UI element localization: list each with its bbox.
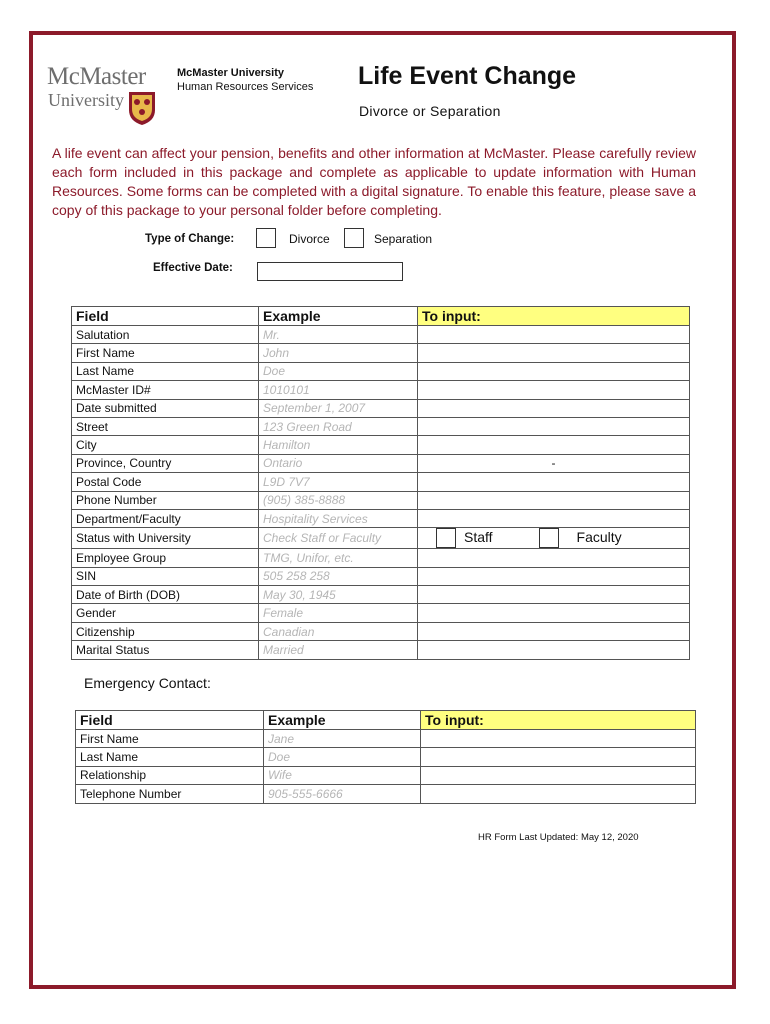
table-row bbox=[72, 622, 690, 640]
page-subtitle: Divorce or Separation bbox=[359, 103, 501, 119]
table-row bbox=[72, 567, 690, 585]
input-cell[interactable] bbox=[418, 473, 690, 491]
example-value: (905) 385-8888 bbox=[259, 491, 418, 509]
field-label: Citizenship bbox=[72, 622, 259, 640]
example-value: Hamilton bbox=[259, 436, 418, 454]
table-row bbox=[72, 399, 690, 417]
input-cell[interactable] bbox=[421, 785, 696, 803]
example-value: John bbox=[259, 344, 418, 362]
table-row bbox=[76, 730, 696, 748]
table-row bbox=[76, 748, 696, 766]
header-to-input: To input: bbox=[418, 307, 690, 326]
table-row bbox=[76, 785, 696, 803]
staff-option-label: Staff bbox=[464, 529, 493, 545]
input-cell[interactable] bbox=[418, 567, 690, 585]
table-row bbox=[72, 641, 690, 659]
input-cell[interactable] bbox=[418, 641, 690, 659]
logo-subtitle: University bbox=[48, 90, 124, 110]
input-cell[interactable] bbox=[421, 730, 696, 748]
field-label: Last Name bbox=[72, 362, 259, 380]
effective-date-label: Effective Date: bbox=[153, 262, 233, 274]
table-row bbox=[72, 509, 690, 527]
emergency-contact-table bbox=[75, 710, 696, 804]
example-value: Canadian bbox=[259, 622, 418, 640]
table-header-row bbox=[72, 307, 690, 326]
example-value: L9D 7V7 bbox=[259, 473, 418, 491]
input-cell[interactable] bbox=[418, 344, 690, 362]
input-cell[interactable] bbox=[421, 748, 696, 766]
header-field: Field bbox=[72, 307, 259, 326]
table-row bbox=[72, 528, 690, 549]
example-value: Married bbox=[259, 641, 418, 659]
field-label: Relationship bbox=[76, 766, 264, 784]
example-value: Mr. bbox=[259, 326, 418, 344]
separation-checkbox[interactable] bbox=[344, 228, 364, 248]
intro-paragraph: A life event can affect your pension, benefits and other information at McMaster. Please carefully review each form included in this package and complete as applicable to update information with Human Resources. Some forms can be completed with a digital signature. To enable this feature, please save a copy of this package to your personal folder before completing. bbox=[52, 145, 696, 218]
table-row bbox=[72, 344, 690, 362]
staff-checkbox[interactable] bbox=[436, 528, 456, 548]
table-row bbox=[72, 326, 690, 344]
input-cell[interactable] bbox=[418, 326, 690, 344]
field-label: Gender bbox=[72, 604, 259, 622]
input-cell[interactable] bbox=[418, 549, 690, 567]
table-row bbox=[72, 549, 690, 567]
field-label: Last Name bbox=[76, 748, 264, 766]
field-label: McMaster ID# bbox=[72, 381, 259, 399]
field-label: Street bbox=[72, 417, 259, 435]
field-label: Postal Code bbox=[72, 473, 259, 491]
divorce-option-label: Divorce bbox=[289, 232, 330, 246]
header-to-input: To input: bbox=[421, 711, 696, 730]
field-label: Status with University bbox=[72, 528, 259, 549]
field-label: Salutation bbox=[72, 326, 259, 344]
faculty-checkbox[interactable] bbox=[539, 528, 559, 548]
header-example: Example bbox=[259, 307, 418, 326]
table-row bbox=[76, 766, 696, 784]
field-label: Marital Status bbox=[72, 641, 259, 659]
table-row bbox=[72, 473, 690, 491]
header-example: Example bbox=[264, 711, 421, 730]
example-value: Female bbox=[259, 604, 418, 622]
input-cell[interactable]: - bbox=[418, 454, 690, 472]
field-label: Department/Faculty bbox=[72, 509, 259, 527]
example-value: Doe bbox=[259, 362, 418, 380]
example-value: Hospitality Services bbox=[259, 509, 418, 527]
type-of-change-label: Type of Change: bbox=[145, 233, 235, 245]
table-header-row bbox=[76, 711, 696, 730]
example-value: May 30, 1945 bbox=[259, 586, 418, 604]
emergency-contact-heading: Emergency Contact: bbox=[84, 675, 211, 691]
example-value: September 1, 2007 bbox=[259, 399, 418, 417]
table-row bbox=[72, 417, 690, 435]
separation-option-label: Separation bbox=[374, 232, 433, 246]
example-value: 123 Green Road bbox=[259, 417, 418, 435]
personal-info-table bbox=[71, 306, 690, 660]
input-cell[interactable] bbox=[421, 766, 696, 784]
input-cell[interactable] bbox=[418, 381, 690, 399]
input-cell[interactable] bbox=[418, 528, 690, 549]
field-label: SIN bbox=[72, 567, 259, 585]
example-value: Wife bbox=[264, 766, 421, 784]
org-department: Human Resources Services bbox=[177, 81, 314, 93]
table-row bbox=[72, 362, 690, 380]
form-updated-note: HR Form Last Updated: May 12, 2020 bbox=[478, 832, 639, 843]
field-label: First Name bbox=[72, 344, 259, 362]
example-value: 505 258 258 bbox=[259, 567, 418, 585]
mcmaster-logo bbox=[47, 63, 162, 131]
example-value: Ontario bbox=[259, 454, 418, 472]
field-label: Date submitted bbox=[72, 399, 259, 417]
page-title: Life Event Change bbox=[358, 62, 577, 90]
table-row bbox=[72, 381, 690, 399]
divorce-checkbox[interactable] bbox=[256, 228, 276, 248]
field-label: Telephone Number bbox=[76, 785, 264, 803]
input-cell[interactable] bbox=[418, 604, 690, 622]
logo-wordmark: McMaster bbox=[47, 63, 146, 90]
table-row bbox=[72, 454, 690, 472]
table-row bbox=[72, 604, 690, 622]
input-cell[interactable] bbox=[418, 622, 690, 640]
faculty-option-label: Faculty bbox=[576, 529, 622, 545]
input-cell[interactable] bbox=[418, 586, 690, 604]
field-label: Employee Group bbox=[72, 549, 259, 567]
crest-icon bbox=[127, 90, 157, 126]
field-label: First Name bbox=[76, 730, 264, 748]
table-row bbox=[72, 586, 690, 604]
example-value: TMG, Unifor, etc. bbox=[259, 549, 418, 567]
input-cell[interactable] bbox=[418, 436, 690, 454]
org-block bbox=[177, 66, 313, 94]
field-label: Date of Birth (DOB) bbox=[72, 586, 259, 604]
org-name: McMaster University bbox=[177, 67, 284, 79]
table-row bbox=[72, 436, 690, 454]
effective-date-input[interactable] bbox=[257, 262, 403, 281]
field-label: City bbox=[72, 436, 259, 454]
example-value: Jane bbox=[264, 730, 421, 748]
input-cell[interactable] bbox=[418, 399, 690, 417]
field-label: Phone Number bbox=[72, 491, 259, 509]
input-cell[interactable] bbox=[418, 362, 690, 380]
input-cell[interactable] bbox=[418, 491, 690, 509]
table-row bbox=[72, 491, 690, 509]
example-value: 905-555-6666 bbox=[264, 785, 421, 803]
input-cell[interactable] bbox=[418, 509, 690, 527]
input-cell[interactable] bbox=[418, 417, 690, 435]
example-value: Doe bbox=[264, 748, 421, 766]
example-value: 1010101 bbox=[259, 381, 418, 399]
field-label: Province, Country bbox=[72, 454, 259, 472]
header-field: Field bbox=[76, 711, 264, 730]
example-value: Check Staff or Faculty bbox=[259, 528, 418, 549]
